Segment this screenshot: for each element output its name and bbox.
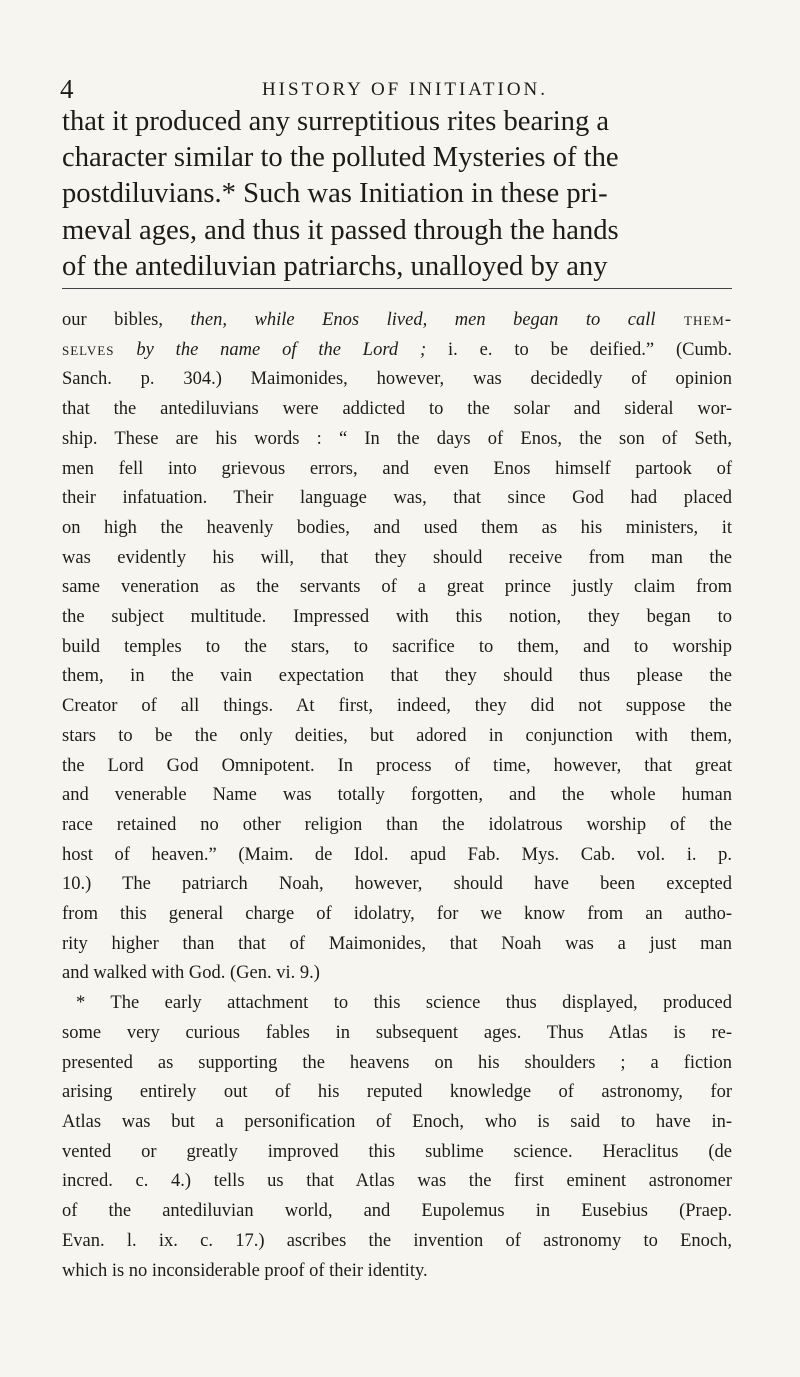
footnote-italic-text: then, while Enos lived, men began to call [190,310,656,330]
footnote-line [62,306,732,336]
running-head: HISTORY OF INITIATION. [261,79,549,100]
footnote-asterisk [62,989,732,1286]
footnote-line: incred. c. 4.) tells us that Atlas was the first eminent astronomer [62,1171,732,1192]
footnote-line: Evan. l. ix. c. 17.) ascribes the invention of astronomy to Enoch, [62,1230,732,1251]
footnote-line [62,336,732,366]
footnote-line: which is no inconsiderable proof of their identity. [62,1260,428,1281]
footnote-line: race retained no other religion than the idolatrous worship of the [62,814,732,835]
footnote-line: * The early attachment to this science thus displayed, produced [76,993,732,1014]
footnote-line: presented as supporting the heavens on his shoulders ; a fiction [62,1052,732,1073]
footnote-continued [62,306,732,989]
footnote-text: i. e. to be deified.” (Cumb. [426,339,732,360]
footnote-line: was evidently his will, that they should receive from man the [62,547,732,568]
footnote-line: of the antediluvian world, and Eupolemus in Eusebius (Praep. [62,1201,732,1222]
footnote-line: the subject multitude. Impressed with this notion, they began to [62,607,732,628]
footnote-line: their infatuation. Their language was, that since God had placed [62,488,732,509]
main-text [62,104,732,285]
footnote-line: and walked with God. (Gen. vi. 9.) [62,963,320,984]
footnote-line: from this general charge of idolatry, for we know from an autho- [62,904,732,925]
main-text-line: postdiluvians.* Such was Initiation in these pri- [62,178,608,210]
footnote-line: rity higher than that of Maimonides, that Noah was a just man [62,933,732,954]
footnote-line: 10.) The patriarch Noah, however, should have been excepted [62,874,732,895]
footnote-text: our bibles, [62,310,191,330]
main-text-line: of the antediluvian patriarchs, unalloyed by any [62,250,608,282]
footnote-line: same veneration as the servants of a great prince justly claim from [62,577,732,598]
footnote-line: on high the heavenly bodies, and used them as his ministers, it [62,517,732,538]
footnote-line: ship. These are his words : “ In the days of Enos, the son of Seth, [62,428,732,449]
page-number: 4 [60,74,74,104]
footnote-line: build temples to the stars, to sacrifice to them, and to worship [62,636,732,657]
footnote-line: Atlas was but a personification of Enoch, who is said to have in- [62,1111,732,1132]
footnote-line: host of heaven.” (Maim. de Idol. apud Fab. Mys. Cab. vol. i. p. [62,844,732,865]
main-text-line: meval ages, and thus it passed through the hands [62,214,619,246]
footnote-smallcaps-text: them- [655,310,732,330]
footnote-italic-text: by the name of the Lord ; [114,339,427,360]
footnote-line: arising entirely out of his reputed knowledge of astronomy, for [62,1082,732,1103]
footnote-line: vented or greatly improved this sublime science. Heraclitus (de [62,1141,732,1162]
footnote-line: stars to be the only deities, but adored in conjunction with them, [62,725,732,746]
footnote-line: them, in the vain expectation that they should thus please the [62,666,732,687]
main-text-line: character similar to the polluted Mysteries of the [62,142,619,174]
footnote-line: some very curious fables in subsequent ages. Thus Atlas is re- [62,1022,732,1043]
footnote-line: and venerable Name was totally forgotten, and the whole human [62,785,732,806]
footnote-line: men fell into grievous errors, and even Enos himself partook of [62,458,732,479]
footnote-line: Sanch. p. 304.) Maimonides, however, was decidedly of opinion [62,369,732,390]
main-text-line: that it produced any surreptitious rites bearing a [62,106,610,137]
footnote-line: that the antediluvians were addicted to the solar and sideral wor- [62,399,732,420]
footnote-line: the Lord God Omnipotent. In process of time, however, that great [62,755,732,776]
footnotes [62,306,732,1286]
footnote-smallcaps-text: selves [62,339,115,360]
footnote-line: Creator of all things. At first, indeed, they did not suppose the [62,696,732,717]
footnote-separator [62,288,732,289]
